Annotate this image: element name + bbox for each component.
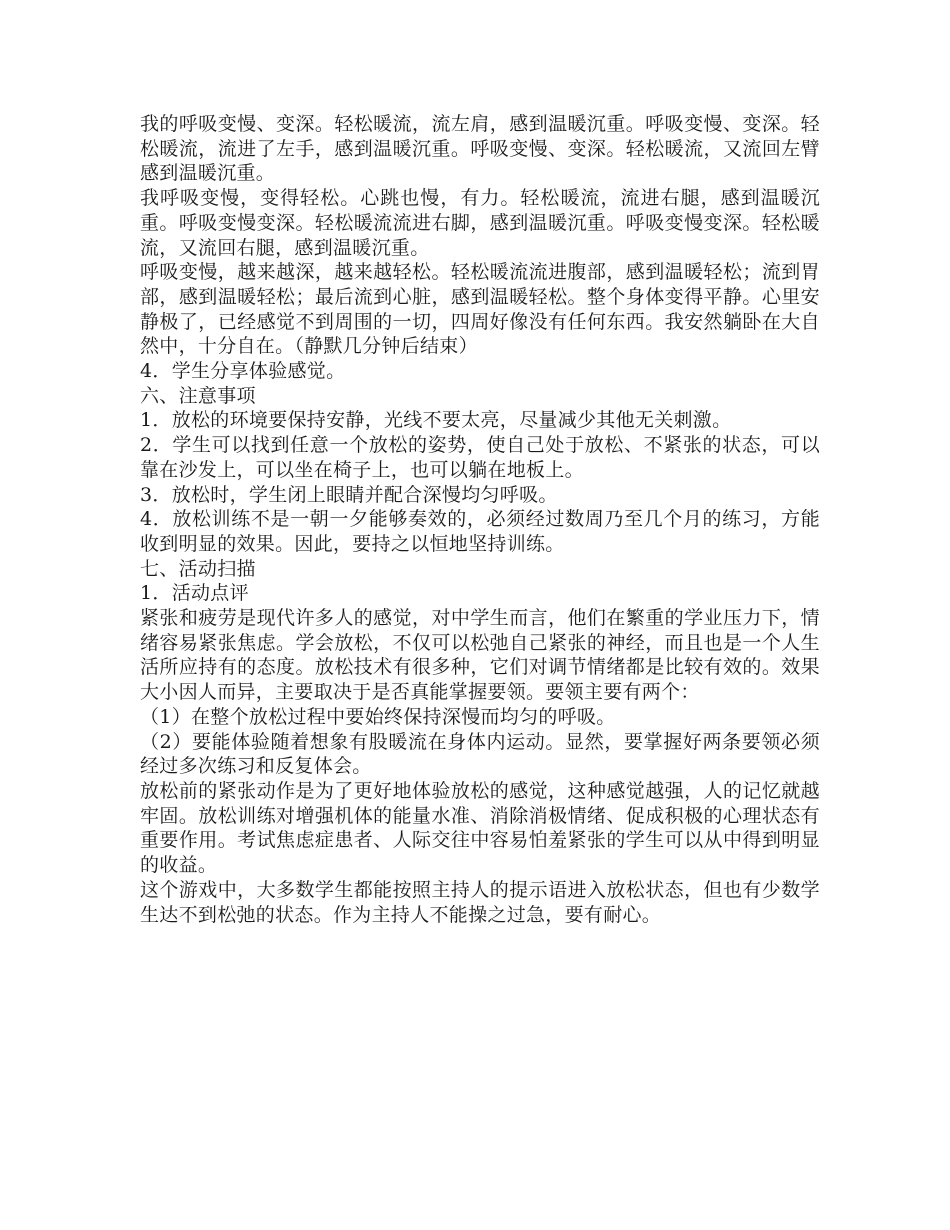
subheading-activity-review: 1．活动点评 — [140, 582, 249, 605]
paragraph-game-conclusion: 这个游戏中，大多数学生都能按照主持人的提示语进入放松状态，但也有少数学生达不到松弛的状态。作为主持人不能操之过急，要有耐心。 — [140, 878, 820, 926]
paragraph-left-arm: 我的呼吸变慢、变深。轻松暖流，流左肩，感到温暖沉重。呼吸变慢、变深。轻松暖流，流进了左手，感到温暖沉重。呼吸变慢、变深。轻松暖流，又流回左臂感到温暖沉重。 — [140, 113, 820, 185]
document-body — [140, 112, 820, 927]
note-item-2: 2．学生可以找到任意一个放松的姿势，使自己处于放松、不紧张的状态，可以靠在沙发上，可以坐在椅子上，也可以躺在地板上。 — [140, 434, 820, 481]
paragraph-tension-purpose: 放松前的紧张动作是为了更好地体验放松的感觉，这种感觉越强，人的记忆就越牢固。放松训练对增强机体的能量水准、消除消极情绪、促成积极的心理状态有重要作用。考试焦虑症患者、人际交往中容易怕羞紧张的学生可以从中得到明显的收益。 — [140, 779, 820, 877]
note-item-1: 1．放松的环境要保持安静，光线不要太亮，尽量减少其他无关刺激。 — [140, 409, 732, 432]
paragraph-review-intro: 紧张和疲劳是现代许多人的感觉，对中学生而言，他们在繁重的学业压力下，情绪容易紧张焦虑。学会放松，不仅可以松弛自己紧张的神经，而且也是一个人生活所应持有的态度。放松技术有很多种，它们对调节情绪都是比较有效的。效果大小因人而异，主要取决于是否真能掌握要领。要领主要有两个： — [140, 607, 820, 704]
section-heading-activity-scan: 七、活动扫描 — [140, 557, 256, 580]
note-item-4: 4．放松训练不是一朝一夕能够奏效的，必须经过数周乃至几个月的练习，方能收到明显的效果。因此，要持之以恒地坚持训练。 — [140, 508, 820, 555]
paragraph-right-leg: 我呼吸变慢，变得轻松。心跳也慢，有力。轻松暖流，流进右腿，感到温暖沉重。呼吸变慢变深。轻松暖流流进右脚，感到温暖沉重。呼吸变慢变深。轻松暖流，又流回右腿，感到温暖沉重。 — [140, 187, 820, 259]
note-item-3: 3．放松时，学生闭上眼睛并配合深慢均匀呼吸。 — [140, 483, 558, 506]
point-item-2: （2）要能体验随着想象有股暖流在身体内运动。显然，要掌握好两条要领必须经过多次练习和反复体会。 — [140, 730, 820, 778]
paragraph-abdomen-heart: 呼吸变慢，越来越深，越来越轻松。轻松暖流流进腹部，感到温暖轻松；流到胃部，感到温暖轻松；最后流到心脏，感到温暖轻松。整个身体变得平静。心里安静极了，已经感觉不到周围的一切，四周好像没有任何东西。我安然躺卧在大自然中，十分自在。（静默几分钟后结束） — [140, 261, 820, 358]
point-item-1: （1）在整个放松过程中要始终保持深慢而均匀的呼吸。 — [140, 705, 616, 728]
step-4-share: 4．学生分享体验感觉。 — [140, 360, 346, 383]
section-heading-notes: 六、注意事项 — [140, 384, 256, 407]
